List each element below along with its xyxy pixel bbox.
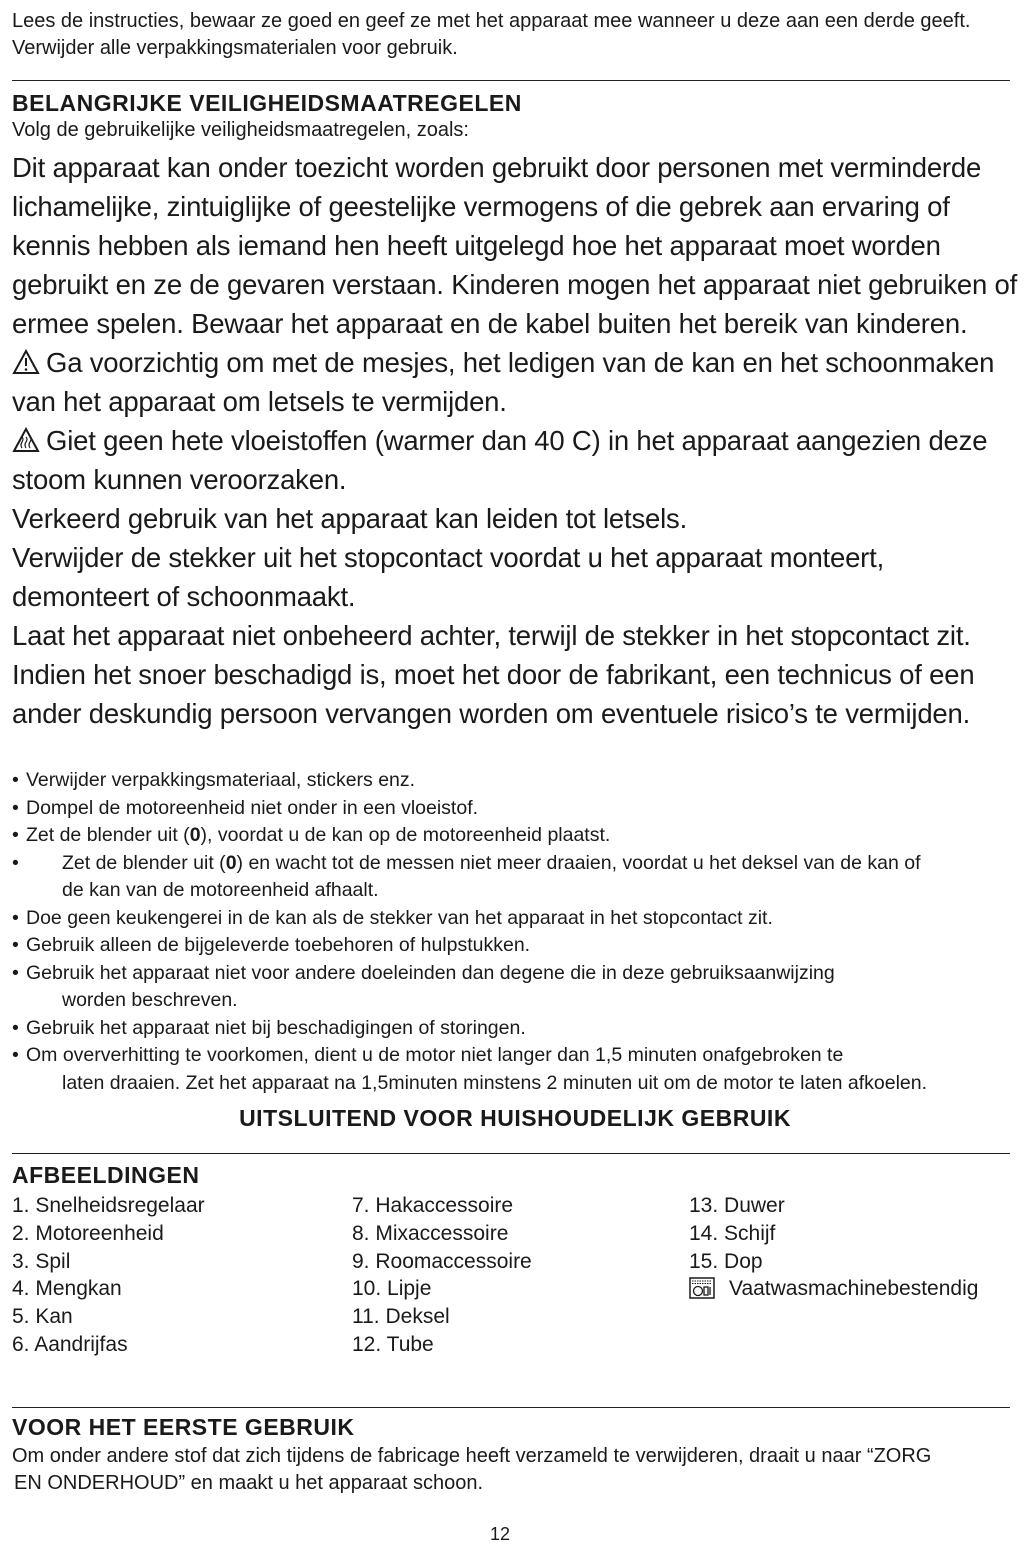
figure-item: 11. Deksel <box>352 1305 450 1329</box>
safety-warning-blades <box>12 343 1027 421</box>
page-number: 12 <box>489 1524 511 1544</box>
safety-paragraph-unattended: Laat het apparaat niet onbeheerd achter, terwijl de stekker in het stopcontact zit. <box>12 620 971 651</box>
first-use-heading: VOOR HET EERSTE GEBRUIK <box>12 1414 355 1440</box>
list-item: • Dompel de motoreenheid niet onder in een vloeistof. <box>12 796 479 819</box>
list-item: • Gebruik het apparaat niet voor andere doeleinden dan degene die in deze gebruiksaanwijzing worden beschreven. <box>12 961 835 1011</box>
figures-heading: AFBEELDINGEN <box>12 1162 200 1188</box>
list-item: • Doe geen keukengerei in de kan als de stekker van het apparaat in het stopcontact zit. <box>12 906 773 929</box>
safety-body <box>12 148 1027 733</box>
divider <box>12 1153 1010 1154</box>
precaution-list <box>12 767 1017 1097</box>
list-item: • Om oververhitting te voorkomen, dient u de motor niet langer dan 1,5 minuten onafgebroken te laten draaien. Zet het apparaat na 1,5minuten minstens 2 minuten uit om de motor te laten afkoelen. <box>12 1044 928 1094</box>
figure-item: 3. Spil <box>12 1249 71 1273</box>
figure-item: 9. Roomaccessoire <box>352 1249 532 1273</box>
household-use-note: UITSLUITEND VOOR HUISHOUDELIJK GEBRUIK <box>239 1105 791 1131</box>
list-item: • Gebruik alleen de bijgeleverde toebehoren of hulpstukken. <box>12 934 531 956</box>
figure-item: 1. Snelheidsregelaar <box>12 1194 205 1217</box>
safety-paragraph-misuse: Verkeerd gebruik van het apparaat kan leiden tot letsels. <box>12 503 688 534</box>
list-item: • Zet de blender uit (0), voordat u de kan op de motoreenheid plaatst. <box>12 824 611 846</box>
figure-item: 15. Dop <box>689 1249 763 1273</box>
dishwasher-safe-item <box>689 1275 978 1303</box>
figure-item: 13. Duwer <box>689 1194 785 1217</box>
safety-heading: BELANGRIJKE VEILIGHEIDSMAATREGELEN <box>12 90 522 116</box>
list-item: • Zet de blender uit (0) en wacht tot de messen niet meer draaien, voordat u het deksel van de kan of de kan van de motoreenheid afhaalt. <box>12 851 921 901</box>
figures-column-3 <box>689 1192 978 1303</box>
safety-paragraph-cord: Indien het snoer beschadigd is, moet het door de fabrikant, een technicus of een ander deskundig persoon vervangen worden om eventuele risico’s te vermijden. <box>12 659 975 729</box>
figure-item: 2. Motoreenheid <box>12 1221 164 1245</box>
warning-triangle-icon <box>12 349 40 375</box>
dishwasher-icon <box>689 1277 715 1299</box>
safety-paragraph-supervision: Dit apparaat kan onder toezicht worden gebruikt door personen met verminderde lichamelijke, zintuiglijke of geestelijke vermogens of die gebrek aan ervaring of kennis hebben als iemand hen heeft uitgelegd hoe het apparaat moet worden gebruikt en ze de gevaren verstaan. Kinderen mogen het apparaat niet gebruiken of ermee spelen. Bewaar het apparaat en de kabel buiten het bereik van kinderen. <box>12 152 1018 339</box>
figure-item: 12. Tube <box>352 1332 434 1356</box>
safety-subheading: Volg de gebruikelijke veiligheidsmaatregelen, zoals: <box>12 119 469 141</box>
figure-item: 6. Aandrijfas <box>12 1332 128 1356</box>
intro-text: Lees de instructies, bewaar ze goed en geef ze met het apparaat mee wanneer u deze aan een derde geeft. Verwijder alle verpakkingsmaterialen voor gebruik. <box>12 10 971 59</box>
figure-item: 14. Schijf <box>689 1221 776 1245</box>
figure-item: 4. Mengkan <box>12 1277 122 1301</box>
safety-warning-hot <box>12 421 1027 499</box>
warning-text-blades: Ga voorzichtig om met de mesjes, het ledigen van de kan en het schoonmaken van het apparaat om letsels te vermijden. <box>12 347 995 417</box>
dishwasher-label: Vaatwasmachinebestendig <box>729 1277 979 1301</box>
warning-text-hot: Giet geen hete vloeistoffen (warmer dan 40 C) in het apparaat aangezien deze stoom kunnen veroorzaken. <box>12 425 988 495</box>
divider <box>12 80 1010 81</box>
list-item: • Gebruik het apparaat niet bij beschadigingen of storingen. <box>12 1016 526 1039</box>
list-item: • Verwijder verpakkingsmateriaal, stickers enz. <box>12 769 416 791</box>
figures-column-2 <box>352 1192 532 1359</box>
figure-item: 10. Lipje <box>352 1277 432 1301</box>
figure-item: 8. Mixaccessoire <box>352 1221 509 1245</box>
first-use-text: Om onder andere stof dat zich tijdens de fabricage heeft verzameld te verwijderen, draait u naar “ZORG EN ONDERHOUD” en maakt u het apparaat schoon. <box>12 1445 932 1494</box>
hot-liquid-warning-icon <box>12 427 40 453</box>
safety-paragraph-unplug: Verwijder de stekker uit het stopcontact voordat u het apparaat monteert, demonteert of schoonmaakt. <box>12 542 885 612</box>
figures-column-1 <box>12 1192 205 1359</box>
figure-item: 7. Hakaccessoire <box>352 1194 514 1217</box>
divider <box>12 1407 1010 1408</box>
figure-item: 5. Kan <box>12 1305 73 1329</box>
